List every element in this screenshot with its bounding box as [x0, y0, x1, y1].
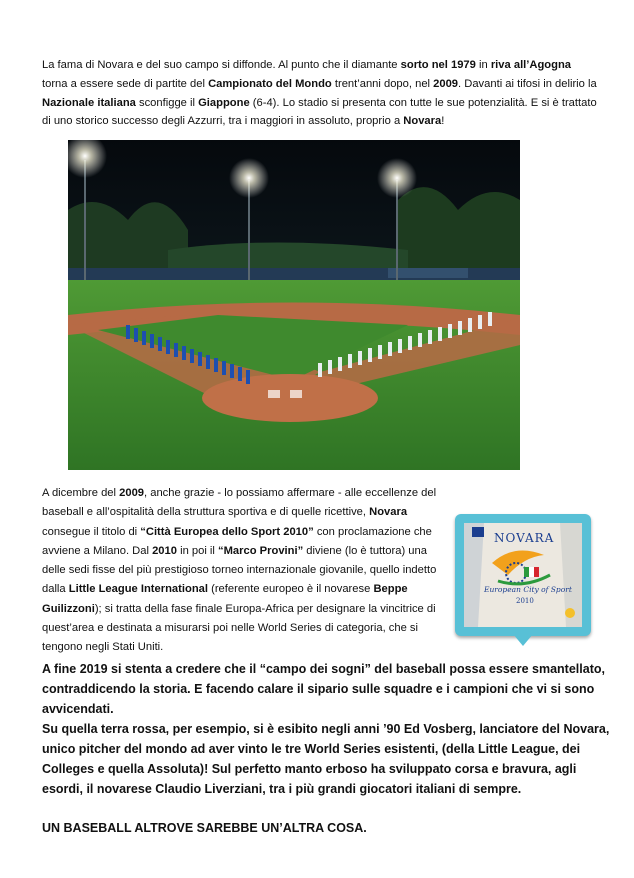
bold-run: Novara [403, 115, 442, 128]
bold-run: sorto nel 1979 [400, 59, 476, 71]
text-run: . Davanti ai tifosi in delirio la [458, 77, 597, 90]
bold-run: 2009 [119, 487, 145, 499]
text-run: (6-4). Lo stadio si presenta con tutte le sue potenzialità. E si è trattato di uno storico successo degli Azzurri, tra i maggiori in assoluto, proprio a [42, 96, 597, 128]
final-statement: UN BASEBALL ALTROVE SAREBBE UN’ALTRA COSA. [42, 821, 367, 835]
text-run: trent’anni dopo, nel [331, 77, 434, 90]
history-paragraph: Su quella terra rossa, per esempio, si è esibito negli anni ’90 Ed Vosberg, lanciatore del Novara, unico pitcher del mondo ad aver vinto le tre World Series esistenti, (della Little League, dei Colleges e quella Assoluta)! Sul perfetto manto erboso ha sviluppato corsa e bravura, agli esordi, il novarese Claudio Liverziani, tra i più grandi giocatori italiani di sempre. [42, 722, 610, 796]
badge-pointer [513, 634, 533, 646]
text-run: con proclamazione che avviene a Milano. Dal [42, 525, 432, 557]
flag-city-name: NOVARA [494, 531, 555, 545]
text-run: A dicembre del [42, 487, 120, 499]
text-run: ! [441, 115, 445, 128]
text-run: La fama di Novara e del suo campo si diffonde. Al punto che il diamante [42, 59, 401, 71]
bold-run: Campionato del Mondo [208, 77, 332, 90]
flag-year: 2010 [516, 597, 534, 605]
text-run: sconfigge il [135, 96, 199, 109]
closing-paragraph: A fine 2019 si stenta a credere che il “campo dei sogni” del baseball possa essere smantellato, contraddicendo la storia. E facendo calare il sipario sulle squadre e i campioni che vi si sono avvicendati. [42, 662, 605, 716]
bold-run: “Marco Provini” [218, 544, 304, 557]
flag-photo [464, 523, 582, 627]
flag-subtitle: European City of Sport [484, 585, 572, 594]
flag-badge [455, 514, 591, 650]
text-run: consegue il titolo di [42, 525, 141, 538]
bold-run: Little League International [68, 583, 208, 596]
text-run: (referente europeo è il novarese [208, 583, 374, 596]
text-run: in [475, 59, 491, 71]
stadium-photo [68, 140, 520, 470]
city-of-sport-paragraph [42, 484, 447, 658]
bold-run: Nazionale italiana [42, 96, 136, 109]
text-run: in poi il [176, 544, 219, 557]
text-run: , anche grazie - lo possiamo affermare - alle eccellenze del baseball e all’ospitalità della struttura sportiva e di quelle ricettive, [42, 487, 437, 519]
text-run: ); si tratta della fase finale Europa-Africa per designare la vincitrice di quest’area e destinata a misurarsi poi nelle World Series di categoria, che si tengono negli Stati Uniti. [42, 602, 436, 654]
bold-run: “Città Europea dello Sport 2010” [140, 525, 314, 538]
bold-run: 2010 [152, 544, 177, 557]
bold-run: Beppe Guilizzoni [42, 583, 408, 615]
bold-run: riva all’Agogna [490, 59, 572, 71]
bold-run: Giappone [198, 96, 250, 109]
bold-run: 2009 [433, 77, 459, 90]
stadium-illustration [68, 140, 520, 470]
text-run: torna a essere sede di partite del [42, 77, 209, 90]
text-run: diviene (lo è tuttora) una delle sedi fisse del più prestigioso torneo internazionale giovanile, quello indetto dalla [42, 544, 437, 596]
bold-run: Novara [369, 506, 408, 519]
intro-paragraph [42, 56, 598, 131]
